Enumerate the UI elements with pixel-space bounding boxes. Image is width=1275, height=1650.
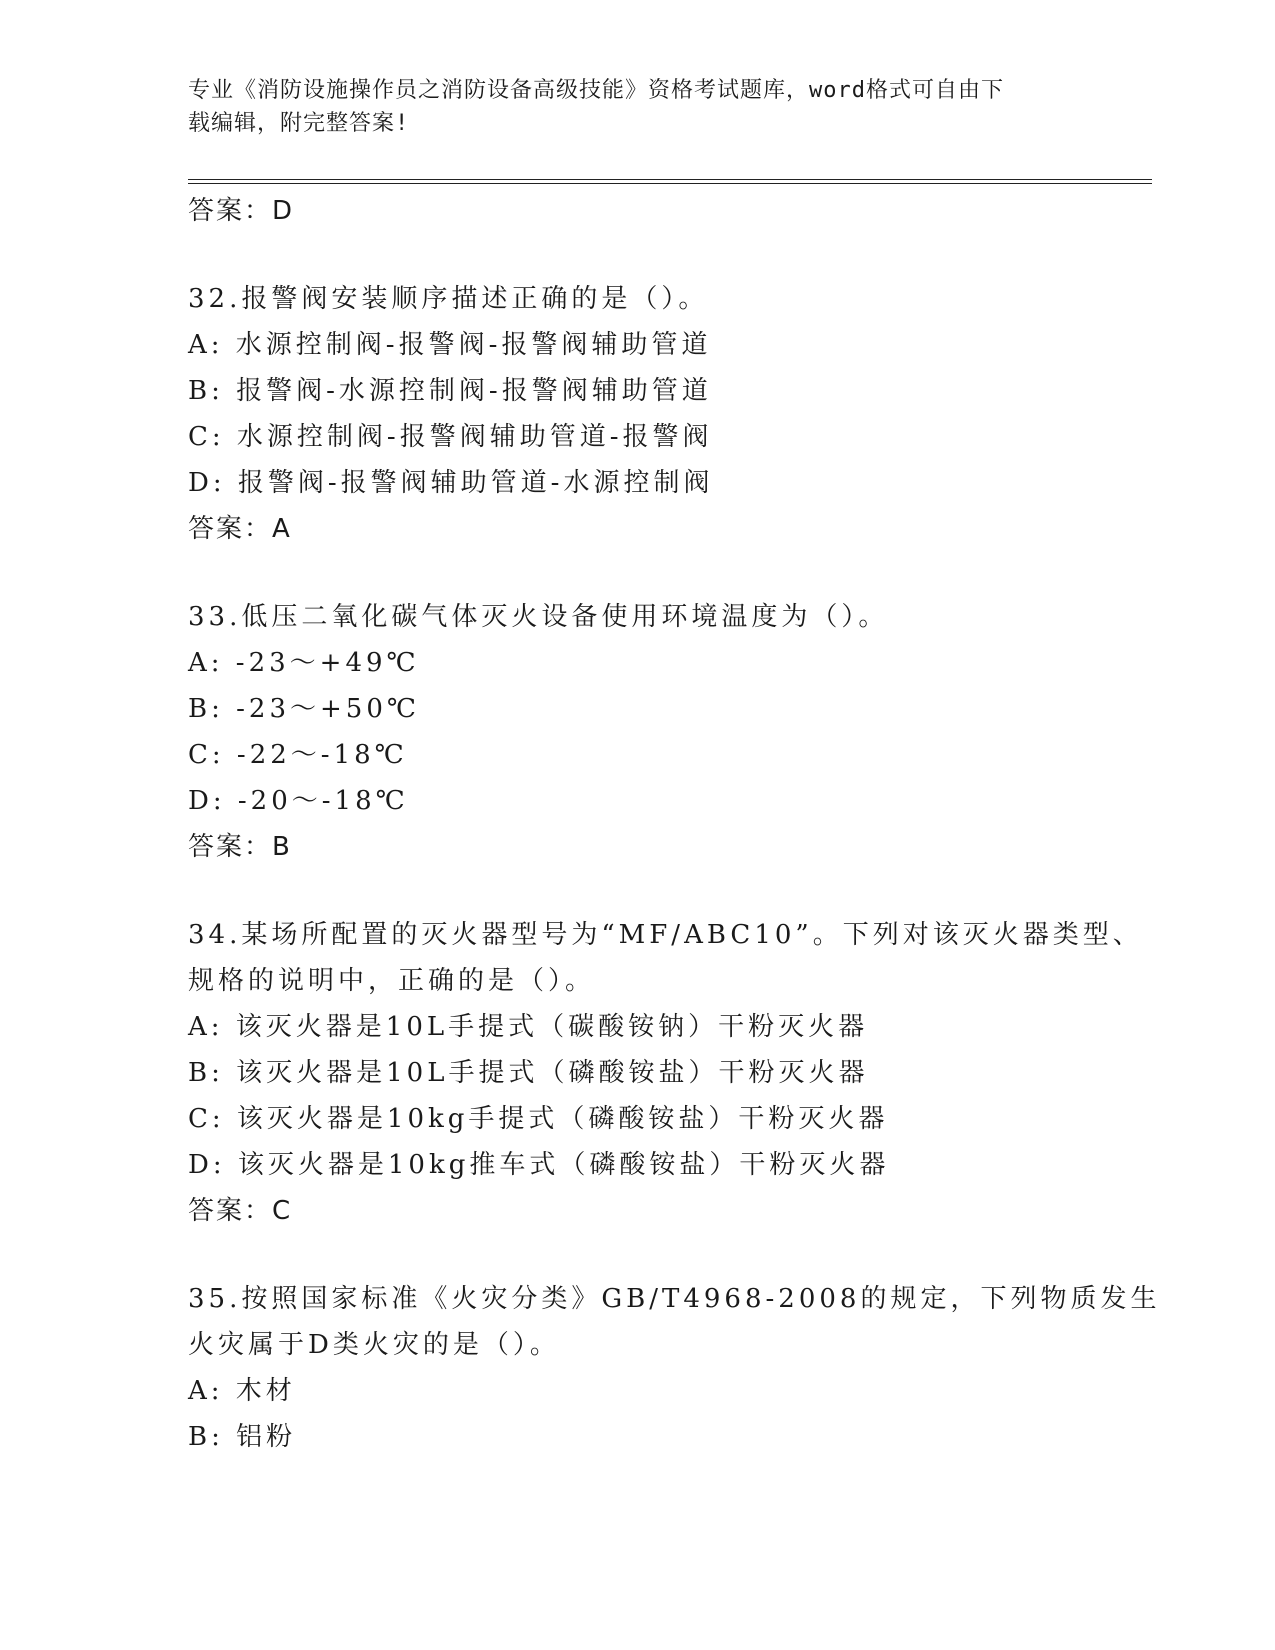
option-b: B: 报警阀-水源控制阀-报警阀辅助管道 (188, 376, 712, 406)
header-line-2: 载编辑，附完整答案! (188, 111, 410, 136)
answer: 答案：C (188, 1196, 293, 1226)
option-d: D: -20～-18℃ (188, 786, 409, 816)
option-b: B: -23～+50℃ (188, 694, 420, 724)
option-c: C: -22～-18℃ (188, 740, 408, 770)
header-divider-top (188, 179, 1152, 180)
spacer (188, 552, 1152, 594)
option-a: A: 木材 (188, 1376, 296, 1406)
spacer (188, 870, 1152, 912)
answer: 答案：B (188, 832, 292, 862)
question-stem-line-2: 火灾属于D类火灾的是（）。 (188, 1330, 560, 1360)
question-32 (188, 276, 1152, 552)
question-35 (188, 1276, 1161, 1460)
option-b: B: 铝粉 (188, 1422, 297, 1452)
question-stem-line-1: 34.某场所配置的灭火器型号为“MF/ABC10”。下列对该灭火器类型、 (188, 920, 1143, 950)
spacer (188, 1234, 1152, 1276)
question-list (188, 186, 1161, 1460)
option-c: C: 该灭火器是10kg手提式（磷酸铵盐）干粉灭火器 (188, 1104, 889, 1134)
option-d: D: 报警阀-报警阀辅助管道-水源控制阀 (188, 468, 714, 498)
option-c: C: 水源控制阀-报警阀辅助管道-报警阀 (188, 422, 713, 452)
question-stem-line-1: 35.按照国家标准《火灾分类》GB/T4968-2008的规定，下列物质发生 (188, 1284, 1161, 1314)
question-stem: 33.低压二氧化碳气体灭火设备使用环境温度为（）。 (188, 602, 889, 632)
question-34 (188, 912, 1152, 1234)
spacer (188, 234, 1152, 276)
option-a: A: 水源控制阀-报警阀-报警阀辅助管道 (188, 330, 712, 360)
header-divider-bottom (188, 183, 1152, 184)
option-d: D: 该灭火器是10kg推车式（磷酸铵盐）干粉灭火器 (188, 1150, 890, 1180)
option-a: A: -23～+49℃ (188, 648, 420, 678)
option-a: A: 该灭火器是10L手提式（碳酸铵钠）干粉灭火器 (188, 1012, 869, 1042)
previous-answer: 答案：D (188, 196, 295, 226)
question-33 (188, 594, 1152, 870)
option-b: B: 该灭火器是10L手提式（磷酸铵盐）干粉灭火器 (188, 1058, 869, 1088)
page-header (188, 74, 1088, 140)
question-stem: 32.报警阀安装顺序描述正确的是（）。 (188, 284, 709, 314)
question-stem-line-2: 规格的说明中，正确的是（）。 (188, 966, 596, 996)
header-line-1: 专业《消防设施操作员之消防设备高级技能》资格考试题库，word格式可自由下 (188, 78, 1004, 103)
answer: 答案：A (188, 514, 292, 544)
